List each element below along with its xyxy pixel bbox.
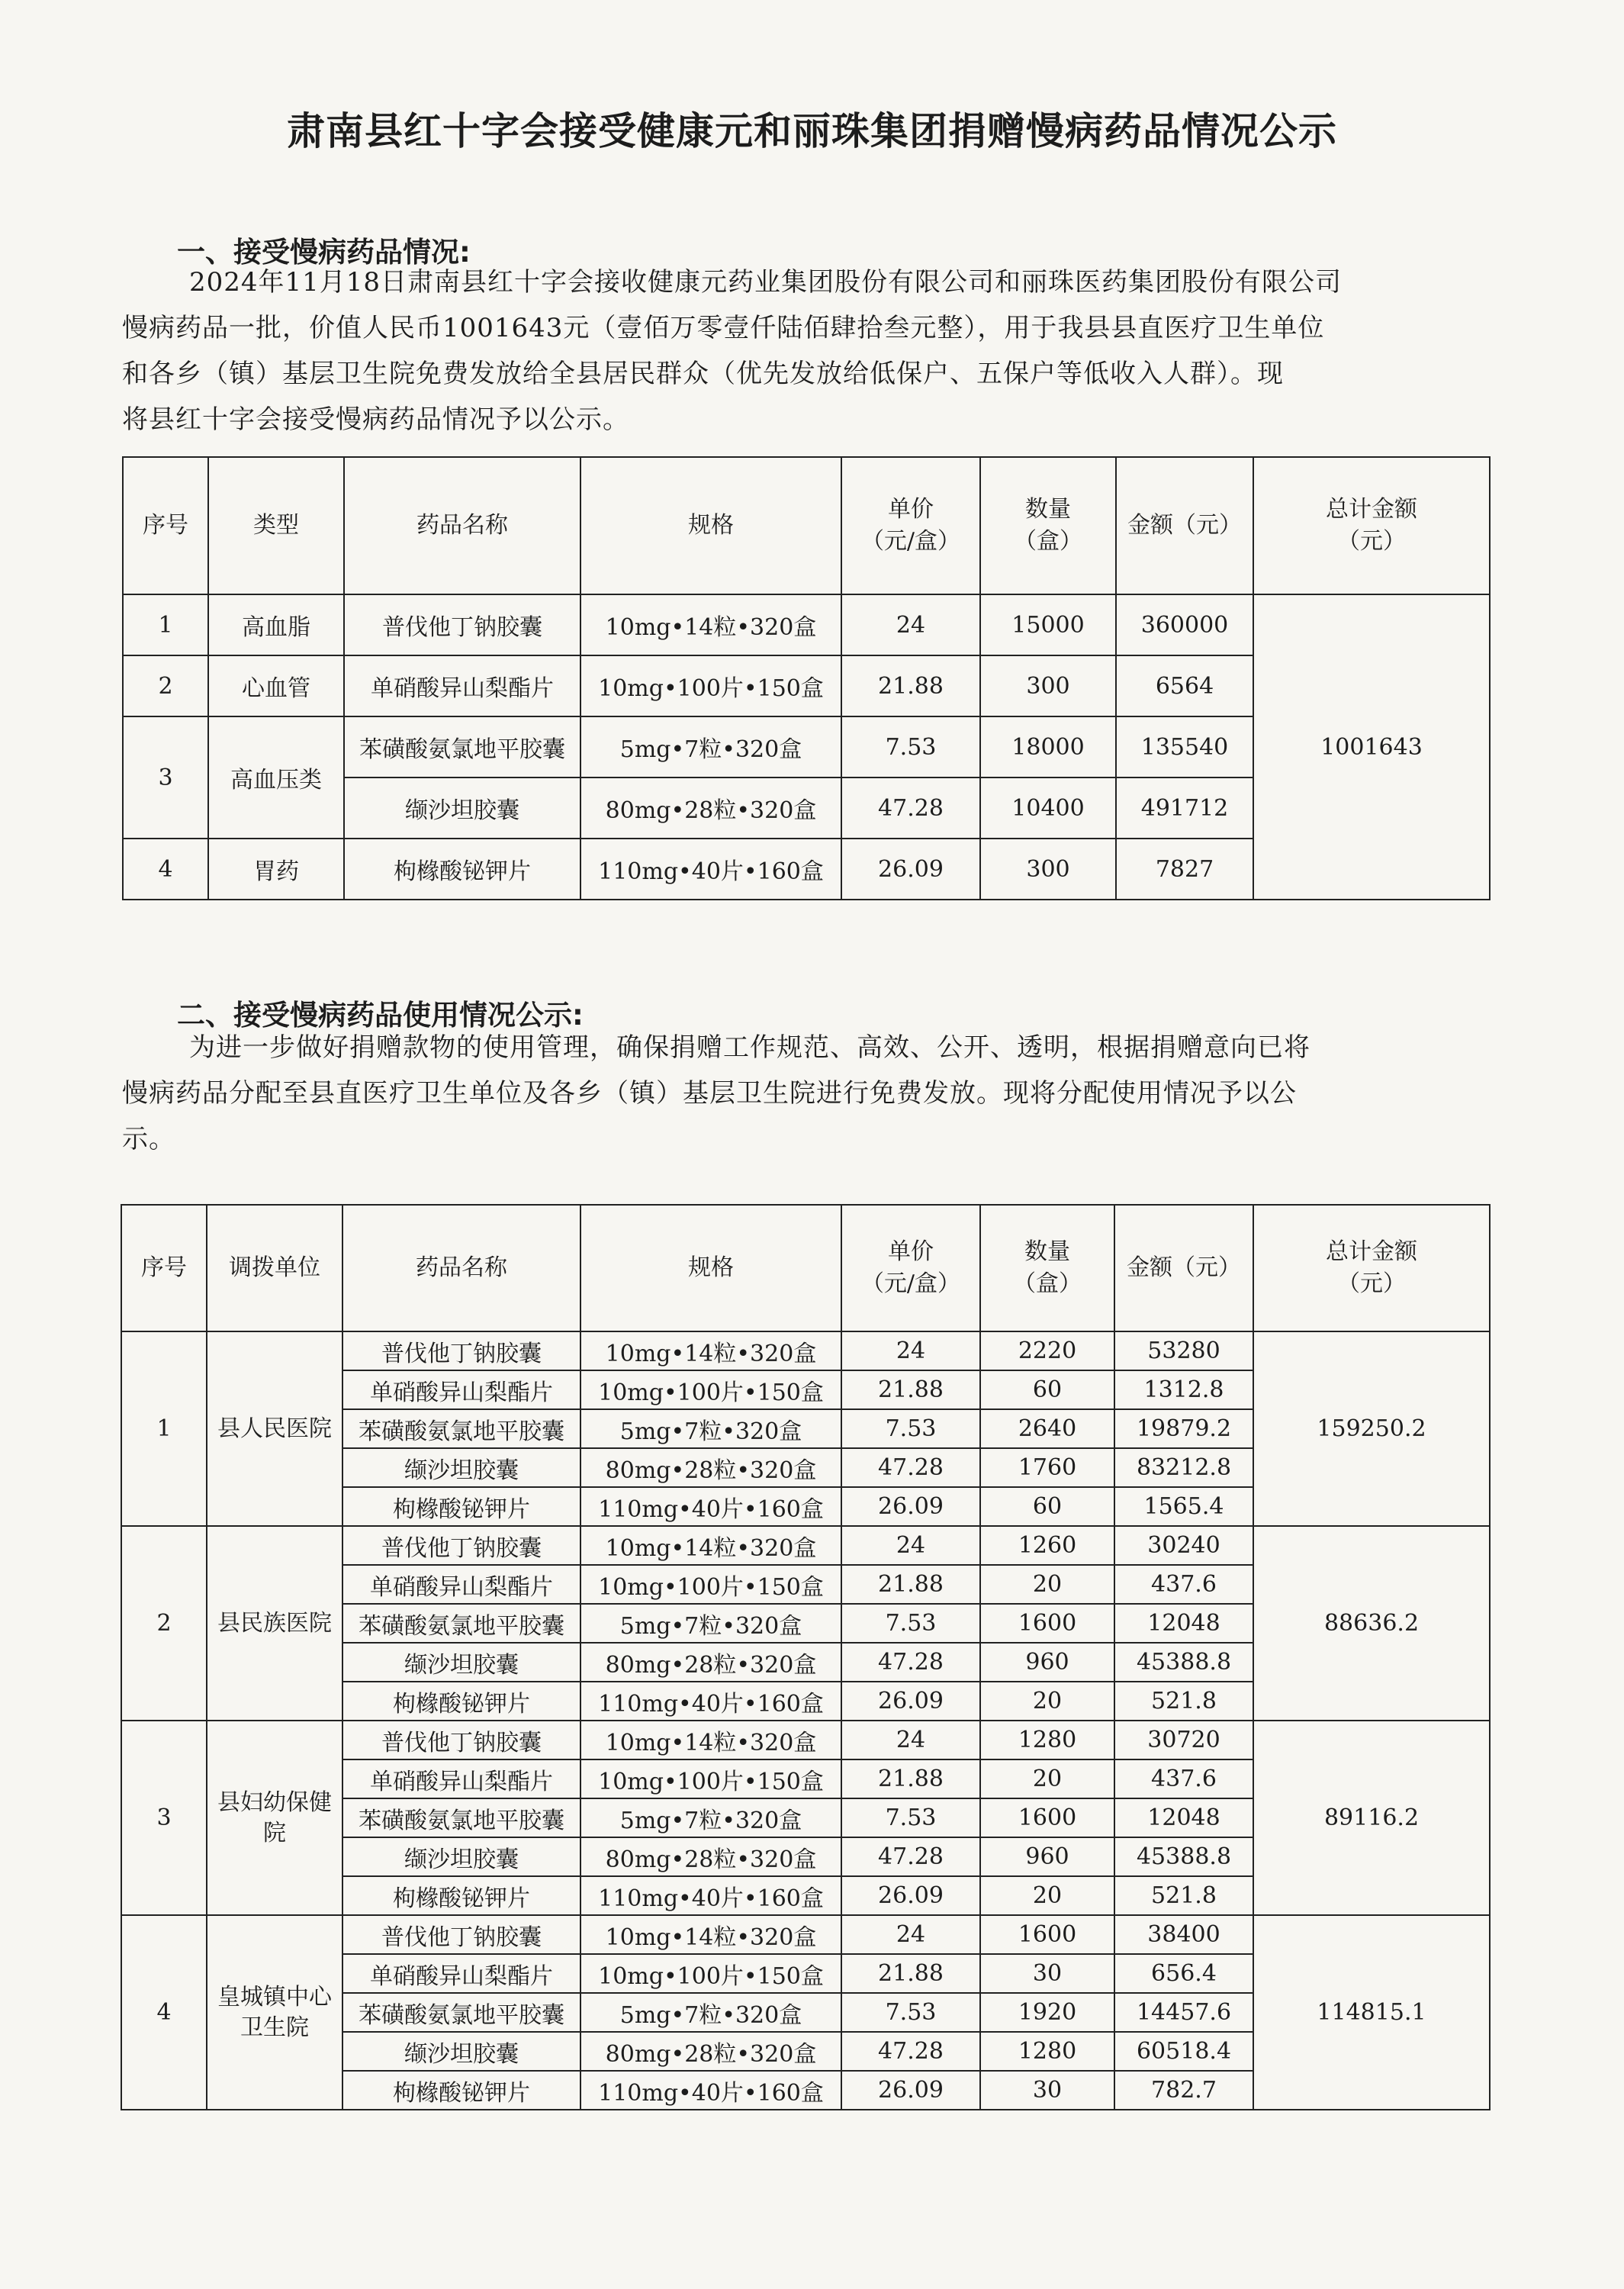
unit-total: 159250.2 — [1253, 1331, 1490, 1526]
drug-name: 苯磺酸氨氯地平胶囊 — [342, 1798, 580, 1837]
drug-spec: 110mg•40片•160盒 — [580, 1682, 841, 1721]
amount: 521.8 — [1114, 1876, 1253, 1915]
quantity: 60 — [980, 1370, 1114, 1409]
drug-category: 胃药 — [208, 839, 344, 900]
drug-spec: 5mg•7粒•320盒 — [580, 1993, 841, 2032]
amount: 12048 — [1114, 1798, 1253, 1837]
drug-spec: 5mg•7粒•320盒 — [580, 716, 841, 777]
amount: 1312.8 — [1114, 1370, 1253, 1409]
unit-price: 47.28 — [841, 1837, 980, 1876]
unit-price: 26.09 — [841, 839, 980, 900]
amount: 7827 — [1116, 839, 1253, 900]
drug-name: 普伐他丁钠胶囊 — [342, 1331, 580, 1370]
section2-line: 示。 — [122, 1124, 175, 1154]
drug-name: 单硝酸异山梨酯片 — [342, 1759, 580, 1798]
drug-spec: 10mg•100片•150盒 — [580, 1954, 841, 1993]
drug-name: 缬沙坦胶囊 — [342, 1837, 580, 1876]
drug-name: 普伐他丁钠胶囊 — [342, 1915, 580, 1954]
section2-line: 为进一步做好捐赠款物的使用管理，确保捐赠工作规范、高效、公开、透明，根据捐赠意向已将 — [189, 1032, 1310, 1063]
row-number: 3 — [123, 716, 208, 839]
unit-price: 26.09 — [841, 1876, 980, 1915]
unit-price: 47.28 — [841, 2032, 980, 2071]
amount: 491712 — [1116, 777, 1253, 839]
document-title: 肃南县红十字会接受健康元和丽珠集团捐赠慢病药品情况公示 — [287, 109, 1337, 153]
quantity: 20 — [980, 1876, 1114, 1915]
drug-name: 单硝酸异山梨酯片 — [342, 1954, 580, 1993]
drug-spec: 10mg•100片•150盒 — [580, 655, 841, 716]
row-number: 1 — [123, 594, 208, 655]
amount: 53280 — [1114, 1331, 1253, 1370]
unit-total: 89116.2 — [1253, 1721, 1490, 1915]
table-header-row — [123, 457, 1490, 594]
allocation-unit: 县人民医院 — [207, 1331, 342, 1526]
quantity: 20 — [980, 1682, 1114, 1721]
amount: 45388.8 — [1114, 1643, 1253, 1682]
quantity: 1280 — [980, 2032, 1114, 2071]
drug-spec: 5mg•7粒•320盒 — [580, 1604, 841, 1643]
donation-table-body — [123, 594, 1490, 900]
drug-category: 高血压类 — [208, 716, 344, 839]
amount: 83212.8 — [1114, 1448, 1253, 1487]
row-number: 2 — [121, 1526, 207, 1721]
drug-category: 高血脂 — [208, 594, 344, 655]
drug-name: 单硝酸异山梨酯片 — [342, 1565, 580, 1604]
grand-total: 1001643 — [1253, 594, 1490, 900]
section1-line: 和各乡（镇）基层卫生院免费发放给全县居民群众（优先发放给低保户、五保户等低收入人群）。现 — [122, 359, 1284, 389]
drug-spec: 110mg•40片•160盒 — [580, 1876, 841, 1915]
amount: 6564 — [1116, 655, 1253, 716]
column-header: 调拨单位 — [207, 1205, 342, 1331]
unit-price: 21.88 — [841, 1370, 980, 1409]
drug-spec: 110mg•40片•160盒 — [580, 839, 841, 900]
unit-price: 24 — [841, 1915, 980, 1954]
unit-price: 47.28 — [841, 777, 980, 839]
distribution-table-body — [121, 1331, 1490, 2110]
drug-spec: 10mg•14粒•320盒 — [580, 594, 841, 655]
quantity: 15000 — [980, 594, 1116, 655]
section2-paragraph — [122, 1025, 1495, 1162]
unit-price: 21.88 — [841, 1954, 980, 1993]
column-header: 药品名称 — [344, 457, 580, 594]
drug-name: 枸橼酸铋钾片 — [342, 1487, 580, 1526]
quantity: 18000 — [980, 716, 1116, 777]
unit-price: 24 — [841, 594, 980, 655]
unit-total: 88636.2 — [1253, 1526, 1490, 1721]
drug-name: 单硝酸异山梨酯片 — [344, 655, 580, 716]
amount: 437.6 — [1114, 1565, 1253, 1604]
unit-price: 7.53 — [841, 1993, 980, 2032]
row-number: 2 — [123, 655, 208, 716]
amount: 14457.6 — [1114, 1993, 1253, 2032]
drug-spec: 5mg•7粒•320盒 — [580, 1798, 841, 1837]
section1-line: 慢病药品一批，价值人民币1001643元（壹佰万零壹仟陆佰肆拾叁元整），用于我县县直医疗卫生单位 — [122, 313, 1325, 343]
quantity: 960 — [980, 1837, 1114, 1876]
amount: 1565.4 — [1114, 1487, 1253, 1526]
row-number: 4 — [121, 1915, 207, 2110]
donation-table — [122, 456, 1491, 900]
section1-heading: 一、接受慢病药品情况: — [177, 236, 471, 269]
amount: 19879.2 — [1114, 1409, 1253, 1448]
column-header: 序号 — [123, 457, 208, 594]
drug-name: 缬沙坦胶囊 — [342, 1448, 580, 1487]
amount: 782.7 — [1114, 2071, 1253, 2110]
column-header: 类型 — [208, 457, 344, 594]
unit-price: 26.09 — [841, 2071, 980, 2110]
amount: 30240 — [1114, 1526, 1253, 1565]
column-header: 数量 （盒） — [980, 1205, 1114, 1331]
unit-price: 7.53 — [841, 716, 980, 777]
unit-price: 24 — [841, 1526, 980, 1565]
quantity: 1920 — [980, 1993, 1114, 2032]
quantity: 30 — [980, 1954, 1114, 1993]
unit-price: 21.88 — [841, 1759, 980, 1798]
drug-name: 枸橼酸铋钾片 — [342, 1682, 580, 1721]
drug-name: 缬沙坦胶囊 — [342, 2032, 580, 2071]
drug-spec: 10mg•14粒•320盒 — [580, 1331, 841, 1370]
section2-heading: 二、接受慢病药品使用情况公示: — [177, 999, 584, 1032]
table-row — [121, 1721, 1490, 1759]
drug-name: 普伐他丁钠胶囊 — [342, 1721, 580, 1759]
drug-name: 枸橼酸铋钾片 — [342, 1876, 580, 1915]
drug-spec: 80mg•28粒•320盒 — [580, 777, 841, 839]
quantity: 300 — [980, 839, 1116, 900]
drug-name: 苯磺酸氨氯地平胶囊 — [344, 716, 580, 777]
column-header: 规格 — [580, 1205, 841, 1331]
table-row — [121, 1526, 1490, 1565]
drug-spec: 5mg•7粒•320盒 — [580, 1409, 841, 1448]
drug-name: 苯磺酸氨氯地平胶囊 — [342, 1993, 580, 2032]
unit-price: 24 — [841, 1331, 980, 1370]
table-row — [123, 594, 1490, 655]
amount: 45388.8 — [1114, 1837, 1253, 1876]
unit-price: 7.53 — [841, 1604, 980, 1643]
drug-name: 缬沙坦胶囊 — [342, 1643, 580, 1682]
drug-name: 普伐他丁钠胶囊 — [344, 594, 580, 655]
amount: 30720 — [1114, 1721, 1253, 1759]
drug-spec: 80mg•28粒•320盒 — [580, 1448, 841, 1487]
column-header: 单价 （元/盒） — [841, 1205, 980, 1331]
unit-price: 21.88 — [841, 655, 980, 716]
table-row — [121, 1331, 1490, 1370]
amount: 135540 — [1116, 716, 1253, 777]
unit-price: 24 — [841, 1721, 980, 1759]
section1-line: 将县红十字会接受慢病药品情况予以公示。 — [122, 404, 629, 435]
column-header: 总计金额 （元） — [1253, 457, 1490, 594]
table-row — [121, 1915, 1490, 1954]
drug-spec: 110mg•40片•160盒 — [580, 1487, 841, 1526]
drug-spec: 80mg•28粒•320盒 — [580, 2032, 841, 2071]
amount: 437.6 — [1114, 1759, 1253, 1798]
quantity: 1280 — [980, 1721, 1114, 1759]
drug-category: 心血管 — [208, 655, 344, 716]
column-header: 金额（元） — [1116, 457, 1253, 594]
quantity: 300 — [980, 655, 1116, 716]
quantity: 960 — [980, 1643, 1114, 1682]
drug-spec: 110mg•40片•160盒 — [580, 2071, 841, 2110]
section1-paragraph — [122, 259, 1495, 443]
table-header-row — [121, 1205, 1490, 1331]
quantity: 1600 — [980, 1604, 1114, 1643]
drug-name: 苯磺酸氨氯地平胶囊 — [342, 1604, 580, 1643]
drug-name: 枸橼酸铋钾片 — [344, 839, 580, 900]
column-header: 总计金额 （元） — [1253, 1205, 1490, 1331]
column-header: 金额（元） — [1114, 1205, 1253, 1331]
amount: 60518.4 — [1114, 2032, 1253, 2071]
quantity: 1760 — [980, 1448, 1114, 1487]
allocation-unit: 皇城镇中心卫生院 — [207, 1915, 342, 2110]
column-header: 规格 — [580, 457, 841, 594]
section2-line: 慢病药品分配至县直医疗卫生单位及各乡（镇）基层卫生院进行免费发放。现将分配使用情况予以公 — [122, 1078, 1297, 1109]
unit-price: 7.53 — [841, 1798, 980, 1837]
row-number: 1 — [121, 1331, 207, 1526]
drug-spec: 10mg•14粒•320盒 — [580, 1721, 841, 1759]
unit-price: 7.53 — [841, 1409, 980, 1448]
quantity: 2220 — [980, 1331, 1114, 1370]
quantity: 2640 — [980, 1409, 1114, 1448]
unit-price: 47.28 — [841, 1643, 980, 1682]
drug-name: 枸橼酸铋钾片 — [342, 2071, 580, 2110]
quantity: 1600 — [980, 1798, 1114, 1837]
column-header: 单价 （元/盒） — [841, 457, 980, 594]
drug-spec: 10mg•14粒•320盒 — [580, 1915, 841, 1954]
row-number: 3 — [121, 1721, 207, 1915]
drug-spec: 10mg•100片•150盒 — [580, 1565, 841, 1604]
drug-name: 普伐他丁钠胶囊 — [342, 1526, 580, 1565]
quantity: 1600 — [980, 1915, 1114, 1954]
drug-spec: 10mg•100片•150盒 — [580, 1370, 841, 1409]
row-number: 4 — [123, 839, 208, 900]
unit-price: 26.09 — [841, 1487, 980, 1526]
drug-name: 单硝酸异山梨酯片 — [342, 1370, 580, 1409]
distribution-table — [121, 1204, 1491, 2110]
quantity: 60 — [980, 1487, 1114, 1526]
drug-spec: 80mg•28粒•320盒 — [580, 1837, 841, 1876]
allocation-unit: 县民族医院 — [207, 1526, 342, 1721]
unit-total: 114815.1 — [1253, 1915, 1490, 2110]
unit-price: 47.28 — [841, 1448, 980, 1487]
quantity: 20 — [980, 1565, 1114, 1604]
drug-spec: 80mg•28粒•320盒 — [580, 1643, 841, 1682]
drug-spec: 10mg•14粒•320盒 — [580, 1526, 841, 1565]
amount: 360000 — [1116, 594, 1253, 655]
section1-line: 2024年11月18日肃南县红十字会接收健康元药业集团股份有限公司和丽珠医药集团股份有限公司 — [189, 267, 1343, 298]
column-header: 数量 （盒） — [980, 457, 1116, 594]
unit-price: 26.09 — [841, 1682, 980, 1721]
quantity: 1260 — [980, 1526, 1114, 1565]
drug-spec: 10mg•100片•150盒 — [580, 1759, 841, 1798]
quantity: 30 — [980, 2071, 1114, 2110]
quantity: 10400 — [980, 777, 1116, 839]
amount: 656.4 — [1114, 1954, 1253, 1993]
amount: 38400 — [1114, 1915, 1253, 1954]
amount: 12048 — [1114, 1604, 1253, 1643]
unit-price: 21.88 — [841, 1565, 980, 1604]
drug-name: 苯磺酸氨氯地平胶囊 — [342, 1409, 580, 1448]
quantity: 20 — [980, 1759, 1114, 1798]
column-header: 药品名称 — [342, 1205, 580, 1331]
drug-name: 缬沙坦胶囊 — [344, 777, 580, 839]
allocation-unit: 县妇幼保健院 — [207, 1721, 342, 1915]
amount: 521.8 — [1114, 1682, 1253, 1721]
column-header: 序号 — [121, 1205, 207, 1331]
